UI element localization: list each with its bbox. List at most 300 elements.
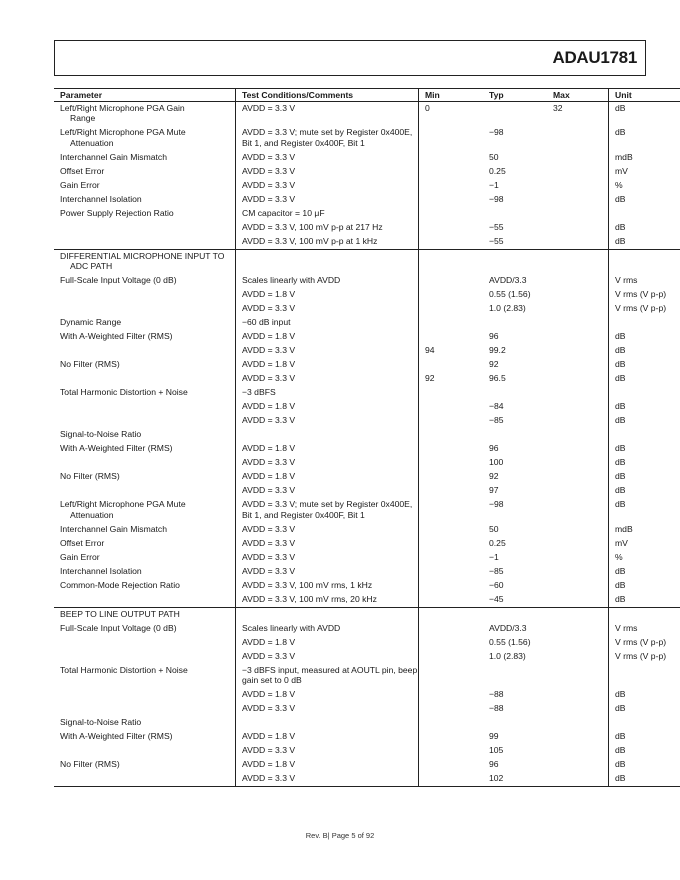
test-conditions-cell: AVDD = 3.3 V; mute set by Register 0x400E, Bit 1, and Register 0x400F, Bit 1 [236,126,419,151]
max-cell [547,414,609,428]
parameter-label: No Filter (RMS) [60,359,120,369]
parameter-cell [54,716,236,730]
typ-cell: 0.25 [489,165,506,176]
min-cell [419,126,484,151]
unit-cell [609,207,680,221]
test-conditions-cell: AVDD = 3.3 V [236,456,419,470]
max-cell [547,126,609,151]
test-conditions-cell: AVDD = 3.3 V [236,193,419,207]
parameter-cell [54,316,236,330]
test-conditions-cell: Scales linearly with AVDD [236,274,419,288]
unit-cell: V rms (V p-p) [609,288,680,302]
table-row [54,744,680,758]
typ-cell [483,249,547,274]
min-cell [419,316,484,330]
unit-cell: dB [609,744,680,758]
unit-cell: dB [609,772,680,787]
min-cell [419,151,484,165]
test-conditions-cell: AVDD = 3.3 V [236,744,419,758]
parameter-label: Gain Error [60,179,100,190]
typ-cell: 96 [489,331,499,341]
min-cell [419,207,484,221]
parameter-cell [54,537,236,551]
typ-cell: −98 [489,499,504,509]
typ-cell: 0.25 [489,537,506,548]
parameter-cell [54,758,236,772]
typ-cell: −85 [489,415,504,425]
min-cell [419,274,484,288]
min-cell [419,442,484,456]
min-cell [419,730,484,744]
min-cell [419,193,484,207]
parameter-label: With A-Weighted Filter (RMS) [60,331,173,341]
test-conditions-cell: AVDD = 3.3 V [236,484,419,498]
table-row [54,688,680,702]
column-header-min: Min [419,89,484,102]
typ-cell: 100 [489,457,504,467]
column-header-test-conditions: Test Conditions/Comments [236,89,419,102]
unit-cell: dB [609,470,680,484]
min-cell [419,551,484,565]
typ-cell [483,716,547,730]
test-conditions-cell: AVDD = 3.3 V [236,302,419,316]
parameter-cell [54,151,236,165]
typ-cell: −60 [489,579,504,590]
table-row [54,193,680,207]
table-row [54,622,680,636]
column-header-typ: Typ [483,89,547,102]
typ-cell: 1.0 (2.83) [489,650,526,661]
table-row [54,358,680,372]
max-cell [547,772,609,787]
parameter-cell [54,593,236,608]
parameter-cell [54,372,236,386]
table-row [54,702,680,716]
parameter-label: Left/Right Microphone PGA Mute [60,127,186,137]
parameter-label-continued: Attenuation [70,509,114,520]
typ-cell [483,316,547,330]
parameter-cell [54,730,236,744]
unit-cell [609,607,680,622]
typ-cell: −84 [489,401,504,411]
column-header-unit: Unit [609,89,680,102]
parameter-cell [54,551,236,565]
section-header-row [54,249,680,274]
parameter-cell [54,622,236,636]
min-cell [419,607,484,622]
unit-cell: % [609,179,680,193]
max-cell [547,498,609,523]
parameter-label: Interchannel Isolation [60,193,142,204]
test-conditions-cell: AVDD = 3.3 V [236,165,419,179]
table-row [54,523,680,537]
parameter-cell [54,565,236,579]
min-cell [419,688,484,702]
unit-cell: dB [609,579,680,593]
typ-cell: 50 [489,151,499,162]
table-row [54,302,680,316]
unit-cell: dB [609,688,680,702]
unit-cell [609,316,680,330]
min-cell [419,288,484,302]
unit-cell: % [609,551,680,565]
max-cell [547,688,609,702]
table-row [54,537,680,551]
min-cell: 0 [419,101,484,126]
typ-cell [483,664,547,689]
typ-cell: 102 [483,772,547,787]
max-cell [547,702,609,716]
table-row [54,101,680,126]
test-conditions-cell: CM capacitor = 10 μF [236,207,419,221]
unit-cell: dB [609,442,680,456]
test-conditions-cell [236,607,419,622]
parameter-label: Interchannel Isolation [60,565,142,576]
test-conditions-cell: AVDD = 1.8 V [236,442,419,456]
max-cell [547,664,609,689]
parameter-cell [54,179,236,193]
test-conditions-cell: AVDD = 3.3 V [236,565,419,579]
parameter-label: No Filter (RMS) [60,759,120,769]
table-row [54,151,680,165]
min-cell [419,456,484,470]
max-cell [547,758,609,772]
test-conditions-cell: AVDD = 3.3 V [236,151,419,165]
table-row [54,498,680,523]
test-conditions-cell: Scales linearly with AVDD [236,622,419,636]
typ-cell: −98 [489,127,504,137]
test-conditions-cell: AVDD = 1.8 V [236,358,419,372]
min-cell [419,537,484,551]
min-cell [419,498,484,523]
min-cell [419,636,484,650]
table-row [54,235,680,250]
parameter-cell [54,484,236,498]
unit-cell: dB [609,330,680,344]
max-cell [547,636,609,650]
parameter-cell [54,344,236,358]
unit-cell: mdB [609,523,680,537]
unit-cell: dB [609,593,680,608]
parameter-cell [54,772,236,787]
min-cell [419,744,484,758]
parameter-label: Left/Right Microphone PGA Mute [60,499,186,509]
unit-cell: mV [609,537,680,551]
parameter-cell [54,126,236,151]
typ-cell: 99 [489,731,499,741]
test-conditions-cell: AVDD = 1.8 V [236,730,419,744]
max-cell [547,400,609,414]
typ-cell [483,101,547,126]
test-conditions-cell: AVDD = 1.8 V [236,330,419,344]
unit-cell [609,249,680,274]
table-row [54,330,680,344]
min-cell [419,165,484,179]
test-conditions-cell: AVDD = 3.3 V [236,372,419,386]
max-cell [547,456,609,470]
table-row [54,772,680,787]
test-conditions-cell: AVDD = 3.3 V [236,101,419,126]
column-header-max: Max [547,89,609,102]
test-conditions-cell: AVDD = 3.3 V [236,344,419,358]
max-cell [547,316,609,330]
unit-cell: mV [609,165,680,179]
test-conditions-cell: AVDD = 3.3 V [236,772,419,787]
typ-cell: −88 [489,703,504,713]
parameter-cell [54,274,236,288]
table-row [54,179,680,193]
typ-cell: −45 [489,593,504,604]
parameter-label: Common-Mode Rejection Ratio [60,579,180,590]
table-row [54,636,680,650]
unit-cell: dB [609,101,680,126]
typ-cell: −85 [489,565,504,576]
test-conditions-cell: AVDD = 1.8 V [236,688,419,702]
table-row [54,288,680,302]
parameter-label: With A-Weighted Filter (RMS) [60,443,173,453]
unit-cell: dB [609,730,680,744]
unit-cell: dB [609,372,680,386]
parameter-label: With A-Weighted Filter (RMS) [60,731,173,741]
max-cell: 32 [553,102,563,113]
max-cell [547,470,609,484]
max-cell [547,274,609,288]
test-conditions-cell: AVDD = 3.3 V [236,414,419,428]
test-conditions-cell: −3 dBFS [236,386,419,400]
typ-cell: 99.2 [489,345,506,355]
test-conditions-cell: AVDD = 1.8 V [236,400,419,414]
table-row [54,221,680,235]
table-row [54,716,680,730]
parameter-label: Offset Error [60,537,105,548]
test-conditions-cell: AVDD = 3.3 V, 100 mV p-p at 217 Hz [236,221,419,235]
min-cell [419,593,484,608]
typ-cell: 50 [489,523,499,534]
test-conditions-cell: AVDD = 3.3 V, 100 mV p-p at 1 kHz [236,235,419,250]
unit-cell: dB [609,565,680,579]
min-cell: 94 [419,344,484,358]
typ-cell [483,607,547,622]
max-cell [547,235,609,250]
table-row [54,428,680,442]
max-cell [547,622,609,636]
test-conditions-cell: AVDD = 3.3 V, 100 mV rms, 1 kHz [236,579,419,593]
min-cell [419,428,484,442]
parameter-label: Signal-to-Noise Ratio [60,429,142,439]
table-row [54,456,680,470]
min-cell [419,330,484,344]
typ-cell: 92 [489,359,499,369]
parameter-label: Gain Error [60,551,100,562]
min-cell [419,650,484,664]
parameter-cell [54,636,236,650]
typ-cell [483,386,547,400]
parameter-cell [54,193,236,207]
min-cell [419,579,484,593]
typ-cell: 96.5 [489,373,506,383]
table-row [54,758,680,772]
unit-cell: dB [609,456,680,470]
table-row [54,551,680,565]
page-footer: Rev. B| Page 5 of 92 [305,831,375,840]
parameter-label: Signal-to-Noise Ratio [60,717,142,727]
parameter-label: Total Harmonic Distortion + Noise [60,387,188,397]
min-cell [419,302,484,316]
parameter-cell [54,650,236,664]
max-cell [547,428,609,442]
max-cell [547,288,609,302]
min-cell [419,772,484,787]
min-cell [419,386,484,400]
max-cell [547,344,609,358]
test-conditions-cell: −60 dB input [236,316,419,330]
unit-cell: V rms (V p-p) [609,636,680,650]
typ-cell: 105 [489,745,504,755]
min-cell [419,400,484,414]
table-row [54,730,680,744]
typ-cell: −1 [489,551,499,562]
table-row [54,400,680,414]
parameter-cell [54,579,236,593]
max-cell [547,179,609,193]
section-header-row [54,607,680,622]
unit-cell [609,386,680,400]
unit-cell [609,664,680,689]
parameter-label-continued: Attenuation [70,137,114,148]
parameter-cell [54,249,236,274]
min-cell [419,358,484,372]
table-row [54,414,680,428]
test-conditions-cell [236,716,419,730]
max-cell [547,165,609,179]
min-cell [419,484,484,498]
test-conditions-cell: AVDD = 1.8 V [236,758,419,772]
max-cell [547,730,609,744]
test-conditions-cell [236,249,419,274]
parameter-cell [54,607,236,622]
parameter-cell [54,523,236,537]
parameter-cell [54,165,236,179]
parameter-cell [54,207,236,221]
min-cell [419,702,484,716]
max-cell [547,551,609,565]
typ-cell: 96 [489,443,499,453]
min-cell [419,565,484,579]
parameter-label: Total Harmonic Distortion + Noise [60,664,188,675]
max-cell [547,249,609,274]
parameter-label: DIFFERENTIAL MICROPHONE INPUT TO [60,250,225,261]
parameter-cell [54,358,236,372]
min-cell: 92 [419,372,484,386]
unit-cell: dB [609,400,680,414]
unit-cell: dB [609,702,680,716]
max-cell [547,358,609,372]
test-conditions-cell: AVDD = 3.3 V, 100 mV rms, 20 kHz [236,593,419,608]
unit-cell [609,428,680,442]
max-cell [547,593,609,608]
parameter-cell [54,221,236,235]
unit-cell: V rms [609,622,680,636]
test-conditions-cell: −3 dBFS input, measured at AOUTL pin, beep gain set to 0 dB [236,664,419,689]
table-row [54,207,680,221]
test-conditions-cell: AVDD = 3.3 V; mute set by Register 0x400E, Bit 1, and Register 0x400F, Bit 1 [236,498,419,523]
max-cell [547,207,609,221]
unit-cell: V rms (V p-p) [609,650,680,664]
parameter-cell [54,664,236,689]
parameter-cell [54,101,236,126]
max-cell [547,330,609,344]
table-row [54,372,680,386]
parameter-cell [54,702,236,716]
max-cell [547,221,609,235]
test-conditions-cell: AVDD = 1.8 V [236,288,419,302]
unit-cell: dB [609,358,680,372]
table-header-row [54,89,680,102]
max-cell [547,386,609,400]
max-cell [547,579,609,593]
typ-cell: −1 [489,179,499,190]
test-conditions-cell: AVDD = 1.8 V [236,636,419,650]
table-row [54,579,680,593]
parameter-cell [54,688,236,702]
min-cell [419,523,484,537]
min-cell [419,622,484,636]
min-cell [419,235,484,250]
min-cell [419,470,484,484]
table-row [54,650,680,664]
unit-cell: mdB [609,151,680,165]
max-cell [547,372,609,386]
typ-cell: AVDD/3.3 [489,275,527,285]
typ-cell: 96 [489,759,499,769]
table-row [54,165,680,179]
min-cell [419,716,484,730]
unit-cell: dB [609,344,680,358]
typ-cell: 1.0 (2.83) [489,303,526,313]
min-cell [419,179,484,193]
typ-cell [483,428,547,442]
table-row [54,274,680,288]
table-row [54,442,680,456]
table-row [54,386,680,400]
unit-cell: dB [609,193,680,207]
parameter-cell [54,470,236,484]
unit-cell: dB [609,235,680,250]
parameter-label: Full-Scale Input Voltage (0 dB) [60,622,177,633]
page-header [54,40,646,76]
table-row [54,316,680,330]
unit-cell: V rms (V p-p) [609,302,680,316]
max-cell [547,650,609,664]
test-conditions-cell: AVDD = 1.8 V [236,470,419,484]
parameter-label-continued: ADC PATH [70,261,113,271]
parameter-label: Full-Scale Input Voltage (0 dB) [60,275,177,285]
parameter-label: Offset Error [60,165,105,176]
unit-cell [609,716,680,730]
unit-cell: dB [609,414,680,428]
table-row [54,484,680,498]
table-row [54,664,680,689]
parameter-cell [54,428,236,442]
typ-cell: 92 [489,471,499,481]
unit-cell: dB [609,758,680,772]
table-row [54,565,680,579]
max-cell [547,537,609,551]
unit-cell: V rms [609,274,680,288]
parameter-cell [54,235,236,250]
specifications-table [54,88,680,787]
parameter-cell [54,414,236,428]
